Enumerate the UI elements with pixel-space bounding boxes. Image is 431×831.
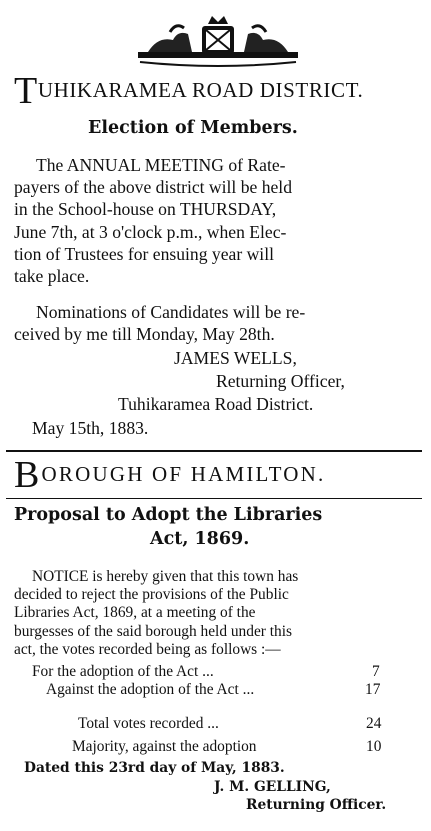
notice1-title bbox=[14, 72, 363, 110]
notice2-line: NOTICE is hereby given that this town has bbox=[32, 568, 299, 585]
notice2-title-initial: B bbox=[14, 454, 42, 496]
total-votes-value: 24 bbox=[366, 715, 382, 732]
notice2-heading-line1: Proposal to Adopt the Libraries bbox=[14, 505, 323, 525]
notice1-date: May 15th, 1883. bbox=[32, 418, 149, 438]
vote-for-value: 7 bbox=[372, 663, 380, 680]
notice1-line: ceived by me till Monday, May 28th. bbox=[14, 324, 275, 345]
divider bbox=[6, 498, 422, 499]
divider bbox=[6, 450, 422, 452]
notice1-signature-title: Returning Officer, bbox=[216, 371, 345, 391]
notice2-heading-line2: Act, 1869. bbox=[150, 529, 250, 549]
notice1-paragraph2 bbox=[14, 301, 305, 345]
vote-against-label: Against the adoption of the Act ... bbox=[46, 681, 255, 698]
vote-for-label: For the adoption of the Act ... bbox=[32, 663, 214, 680]
notice1-line: in the School-house on THURSDAY, bbox=[14, 199, 277, 220]
notice2-signature-name: J. M. GELLING, bbox=[214, 779, 331, 795]
notice1-signature-name: JAMES WELLS, bbox=[174, 348, 297, 368]
notice2-line: act, the votes recorded being as follows :— bbox=[14, 640, 281, 658]
notice2-signature-title: Returning Officer. bbox=[246, 797, 387, 813]
notice1-heading: Election of Members. bbox=[88, 118, 298, 138]
notice1-title-rest: UHIKARAMEA ROAD DISTRICT. bbox=[37, 78, 364, 102]
notice2-paragraph bbox=[14, 568, 298, 659]
notice1-line: take place. bbox=[14, 266, 90, 287]
notice2-title-rest: OROUGH OF HAMILTON. bbox=[41, 462, 326, 486]
notice1-signature-org: Tuhikaramea Road District. bbox=[118, 394, 314, 414]
notice1-line: tion of Trustees for ensuing year will bbox=[14, 243, 274, 264]
vote-against-value: 17 bbox=[365, 681, 381, 698]
notice2-dated: Dated this 23rd day of May, 1883. bbox=[24, 760, 285, 776]
notice1-line: Nominations of Candidates will be re- bbox=[36, 302, 306, 322]
notice2-title bbox=[14, 456, 325, 494]
coat-of-arms-icon bbox=[118, 6, 318, 68]
total-votes-label: Total votes recorded ... bbox=[78, 715, 219, 732]
notice2-line: decided to reject the provisions of the Public bbox=[14, 586, 289, 604]
notice2-line: burgesses of the said borough held under this bbox=[14, 622, 292, 640]
notice1-paragraph1 bbox=[14, 154, 292, 287]
notice2-line: Libraries Act, 1869, at a meeting of the bbox=[14, 604, 256, 622]
notice1-line: June 7th, at 3 o'clock p.m., when Elec- bbox=[14, 221, 287, 242]
notice1-line: The ANNUAL MEETING of Rate- bbox=[36, 155, 286, 175]
majority-value: 10 bbox=[366, 738, 382, 755]
majority-label: Majority, against the adoption bbox=[72, 738, 257, 755]
notice1-line: payers of the above district will be held bbox=[14, 177, 292, 198]
notice1-title-initial: T bbox=[14, 70, 38, 112]
